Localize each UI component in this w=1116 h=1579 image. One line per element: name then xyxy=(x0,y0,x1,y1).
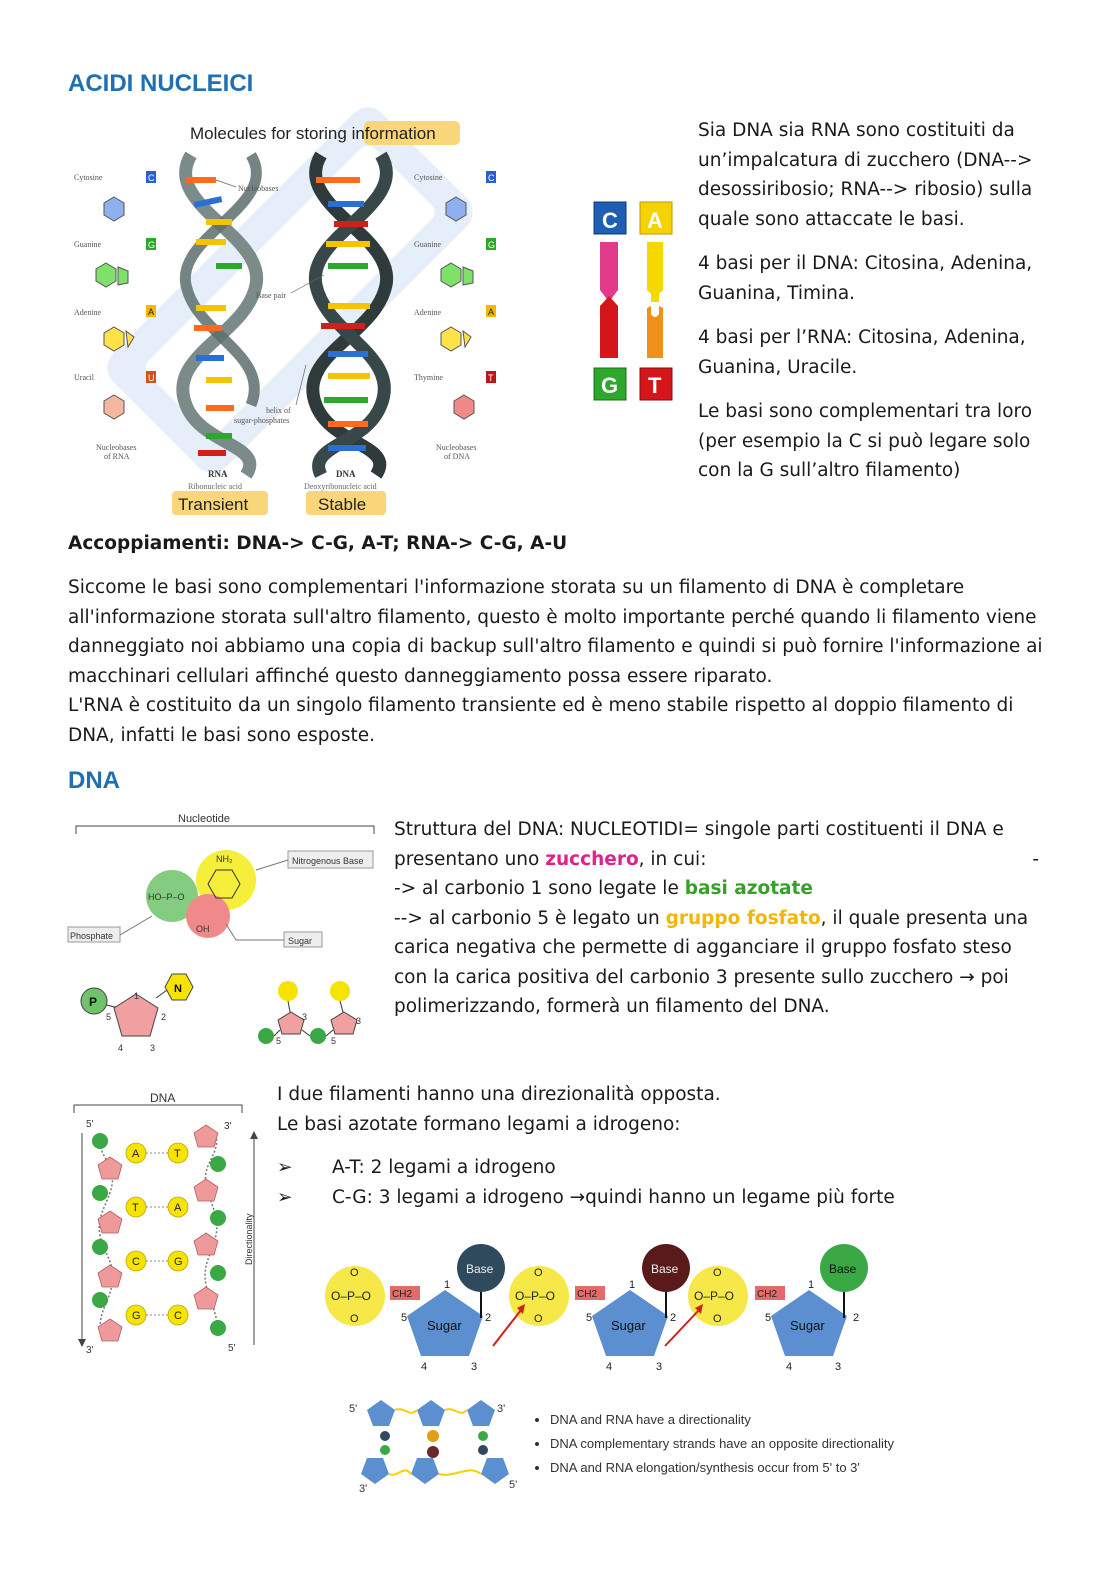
figure-title-highlight: information xyxy=(351,124,436,143)
ladder-right-base-1: T xyxy=(174,1148,181,1160)
base-label-3: Base xyxy=(829,1262,857,1276)
bullet-cg xyxy=(277,1183,1057,1213)
ladder-3prime-bottom: 3' xyxy=(86,1345,94,1356)
bullet-arrow-icon: ➢ xyxy=(277,1157,293,1178)
structure-line-2 xyxy=(394,845,1044,875)
directionality-text xyxy=(277,1080,1057,1213)
structure-line2-prefix: presentano uno xyxy=(394,848,546,870)
dna-full-label: Deoxyribonucleic acid xyxy=(304,482,377,491)
section-title-nucleic-acids: ACIDI NUCLEICI xyxy=(68,70,254,97)
rna-dna-helix-figure xyxy=(66,115,526,520)
direction-line-2: Le basi azotate formano legami a idrogeno: xyxy=(277,1113,681,1135)
nucleobases-dna-line2: of DNA xyxy=(444,452,470,461)
c-letter-right: C xyxy=(488,173,495,183)
oh-label: OH xyxy=(196,924,210,934)
base-label-2: Base xyxy=(651,1262,679,1276)
structure-line4-suffix: , il quale presenta una carica negativa che permette di agganciare il gruppo fosfato steso con la carica positiva del carbonio 3 presente sullo zucchero → poi polimerizzando, formerà un filamento del DNA. xyxy=(394,907,1029,1017)
body-text xyxy=(68,573,1053,750)
svg-text:Molecules for storing informat xyxy=(190,124,436,143)
svg-text:2: 2 xyxy=(161,1012,167,1022)
sugar-label-1: Sugar xyxy=(427,1318,462,1333)
uracil-label-left: Uracil xyxy=(74,373,94,382)
section-title-dna: DNA xyxy=(68,767,120,794)
a-letter-right: A xyxy=(488,307,495,317)
figure-title-prefix: Molecules for storing xyxy=(190,124,352,143)
a-letter-left: A xyxy=(148,307,155,317)
dna-helix xyxy=(313,155,387,475)
bullet-arrow-icon: ➢ xyxy=(277,1187,293,1208)
nh2-label: NH₂ xyxy=(216,854,233,864)
svg-text:4: 4 xyxy=(421,1361,428,1373)
svg-text:O: O xyxy=(534,1313,543,1325)
intro-text-column xyxy=(698,116,1043,486)
svg-text:O–P–O: O–P–O xyxy=(515,1289,556,1303)
svg-text:3: 3 xyxy=(656,1361,663,1373)
g-letter-left: G xyxy=(148,240,156,250)
transient-label: Transient xyxy=(178,495,249,514)
structure-line4-prefix: --> al carbonio 5 è legato un xyxy=(394,907,666,929)
svg-text:1: 1 xyxy=(134,991,140,1001)
c-tile-letter: C xyxy=(602,208,618,233)
svg-text:O–P–O: O–P–O xyxy=(331,1289,372,1303)
svg-text:4: 4 xyxy=(118,1043,124,1053)
directionality-notes xyxy=(538,1408,894,1480)
gruppo-fosfato-highlight: gruppo fosfato xyxy=(665,907,821,929)
structure-line-3 xyxy=(394,874,1044,904)
intro-paragraph-4: Le basi sono complementari tra loro (per esempio la C si può legare solo con la G sull’altro filamento) xyxy=(698,401,1033,481)
structure-line2-suffix: , in cui: xyxy=(638,848,707,870)
a-tile-letter: A xyxy=(647,208,663,233)
structure-line-1: Struttura del DNA: NUCLEOTIDI= singole parti costituenti il DNA e xyxy=(394,819,1004,840)
ladder-left-base-2: T xyxy=(132,1202,139,1214)
dna-bases-column xyxy=(414,171,496,461)
nitrogenous-base-label: Nitrogenous Base xyxy=(292,856,364,866)
svg-text:2: 2 xyxy=(485,1312,492,1324)
strand-5prime-top: 5' xyxy=(349,1403,358,1415)
bullet-cg-text: C-G: 3 legami a idrogeno →quindi hanno un legame più forte xyxy=(332,1187,895,1208)
base-pairing-figure xyxy=(590,198,680,408)
svg-text:O: O xyxy=(350,1313,359,1325)
strand-3prime-top: 3' xyxy=(497,1403,506,1415)
structure-line3-prefix: -> al carbonio 1 sono legate le xyxy=(394,878,685,899)
helix-label-line1: helix of xyxy=(266,406,291,415)
ladder-right-base-3: G xyxy=(174,1256,183,1268)
zucchero-highlight: zucchero xyxy=(545,848,639,870)
ladder-5prime-top: 5' xyxy=(86,1119,94,1130)
pairings-line: Accoppiamenti: DNA-> C-G, A-T; RNA-> C-G, A-U xyxy=(68,533,568,554)
a-connector xyxy=(647,242,663,302)
u-letter-left: U xyxy=(148,373,155,383)
nucleotide-label: Nucleotide xyxy=(178,813,230,825)
intro-paragraph-1: Sia DNA sia RNA sono costituiti da un’impalcatura di zucchero (DNA--> desossiribosio; RNA--> ribosio) sulla quale sono attaccate le basi. xyxy=(698,120,1033,230)
ladder-left-base-3: C xyxy=(132,1256,140,1268)
svg-text:4: 4 xyxy=(606,1361,613,1373)
svg-text:O: O xyxy=(713,1313,722,1325)
g-connector xyxy=(600,296,618,358)
rna-bases-column xyxy=(74,171,156,461)
body-paragraph: Siccome le basi sono complementari l'informazione storata su un filamento di DNA è completare all'informazione storata sull'altro filamento, questo è molto importante perché quando li filamento viene danneggiato noi abbiamo una copia di backup sull'altro filamento e quindi si può fornire l'informazione ai macchinari cellulari affinché questo danneggiamento possa essere riparato. xyxy=(68,577,1043,687)
nucleobases-rna-line2: of RNA xyxy=(104,452,130,461)
svg-text:HO–P–O: HO–P–O xyxy=(148,892,185,902)
svg-text:O: O xyxy=(534,1267,543,1279)
svg-text:4: 4 xyxy=(786,1361,793,1373)
direction-line-1: I due filamenti hanno una direzionalità opposta. xyxy=(277,1084,721,1105)
svg-text:2: 2 xyxy=(670,1312,677,1324)
c-connector xyxy=(600,242,618,302)
structure-line-4 xyxy=(394,904,1044,1022)
ladder-right-base-4: C xyxy=(174,1310,182,1322)
ch2-label-2: CH2 xyxy=(577,1289,598,1300)
basi-azotate-highlight: basi azotate xyxy=(684,878,813,899)
adenine-label-left: Adenine xyxy=(74,308,102,317)
polymer-base-2 xyxy=(330,981,350,1001)
n-letter: N xyxy=(174,983,182,995)
rna-full-label: Ribonucleic acid xyxy=(188,482,242,491)
rna-label: RNA xyxy=(208,469,228,479)
strand-5prime-bottom: 5' xyxy=(509,1479,518,1491)
t-letter-right: T xyxy=(488,373,494,383)
ladder-3prime-top: 3' xyxy=(224,1121,232,1132)
rna-paragraph: L'RNA è costituito da un singolo filamento transiente ed è meno stabile rispetto al doppio filamento di DNA, infatti le basi sono esposte. xyxy=(68,695,1014,746)
svg-text:O–P–O: O–P–O xyxy=(694,1289,735,1303)
ladder-left-base-1: A xyxy=(132,1148,140,1160)
svg-text:1: 1 xyxy=(808,1279,815,1291)
dna-ladder-figure xyxy=(66,1085,266,1375)
rna-helix xyxy=(183,155,257,475)
sugar-label: Sugar xyxy=(288,936,313,946)
g-letter-right: G xyxy=(488,240,496,250)
svg-text:3: 3 xyxy=(302,1012,308,1022)
dna-structure-text xyxy=(394,815,1044,1022)
nucleotide-figure xyxy=(66,808,381,1070)
adenine-molecule-left xyxy=(104,327,124,351)
svg-text:O: O xyxy=(713,1267,722,1279)
sugar-label-2: Sugar xyxy=(611,1318,646,1333)
t-tile-letter: T xyxy=(648,373,662,398)
bullet-at-text: A-T: 2 legami a idrogeno xyxy=(332,1157,556,1178)
helix-label-line2: sugar-phosphates xyxy=(234,416,290,425)
polymer-base-1 xyxy=(278,981,298,1001)
directionality-label: Directionality xyxy=(244,1213,254,1265)
t-connector xyxy=(647,306,663,358)
ladder-dna-label: DNA xyxy=(150,1091,176,1105)
intro-paragraph-2: 4 basi per il DNA: Citosina, Adenina, Guanina, Timina. xyxy=(698,253,1033,304)
nucleobases-label: Nucleobases xyxy=(238,184,279,193)
svg-text:1: 1 xyxy=(629,1279,636,1291)
svg-text:5: 5 xyxy=(401,1312,408,1324)
svg-text:3: 3 xyxy=(150,1043,156,1053)
ch2-label-1: CH2 xyxy=(392,1289,413,1300)
dna-label: DNA xyxy=(336,469,356,479)
ladder-5prime-bottom: 5' xyxy=(228,1343,236,1354)
antiparallel-strands-figure xyxy=(345,1398,520,1498)
ladder-right-base-2: A xyxy=(174,1202,182,1214)
strand-3prime-bottom: 3' xyxy=(359,1483,368,1495)
svg-text:5: 5 xyxy=(276,1036,282,1046)
svg-text:5: 5 xyxy=(586,1312,593,1324)
uracil-molecule-left xyxy=(104,395,124,419)
svg-text:5: 5 xyxy=(765,1312,772,1324)
svg-text:3: 3 xyxy=(835,1361,842,1373)
svg-text:3: 3 xyxy=(471,1361,478,1373)
structure-dash: - xyxy=(1032,848,1039,870)
nucleobases-rna-line1: Nucleobases xyxy=(96,443,137,452)
cytosine-label-left: Cytosine xyxy=(74,173,103,182)
cytosine-molecule-left xyxy=(104,197,124,221)
hydrogen-bond-list xyxy=(277,1153,1057,1213)
p-letter: P xyxy=(89,995,98,1009)
svg-text:5: 5 xyxy=(106,1012,112,1022)
base-label-1: Base xyxy=(466,1262,494,1276)
phosphate-label: Phosphate xyxy=(70,931,114,941)
nucleobases-dna-line1: Nucleobases xyxy=(436,443,477,452)
svg-text:5: 5 xyxy=(331,1036,337,1046)
bullet-at xyxy=(277,1153,1057,1183)
phosphodiester-chain-figure xyxy=(325,1238,885,1378)
note-3: • DNA and RNA elongation/synthesis occur from 5' to 3' xyxy=(550,1456,894,1480)
svg-text:3: 3 xyxy=(356,1016,362,1026)
svg-text:O: O xyxy=(350,1267,359,1279)
adenine-label-right: Adenine xyxy=(414,308,442,317)
cytosine-label-right: Cytosine xyxy=(414,173,443,182)
stable-label: Stable xyxy=(318,495,367,514)
thymine-label-right: Thymine xyxy=(414,373,443,382)
sugar-label-3: Sugar xyxy=(790,1318,825,1333)
guanine-label-left: Guanine xyxy=(74,240,102,249)
ladder-left-base-4: G xyxy=(132,1310,141,1322)
base-pair-label: Base pair xyxy=(256,291,286,300)
ch2-label-3: CH2 xyxy=(757,1289,778,1300)
svg-text:2: 2 xyxy=(853,1312,860,1324)
svg-text:1: 1 xyxy=(444,1279,451,1291)
c-letter-left: C xyxy=(148,173,155,183)
intro-paragraph-3: 4 basi per l’RNA: Citosina, Adenina, Guanina, Uracile. xyxy=(698,327,1026,378)
g-tile-letter: G xyxy=(601,373,619,398)
note-1: • DNA and RNA have a directionality xyxy=(550,1408,894,1432)
note-2: • DNA complementary strands have an opposite directionality xyxy=(550,1432,894,1456)
guanine-molecule-left xyxy=(96,263,116,287)
guanine-label-right: Guanine xyxy=(414,240,442,249)
